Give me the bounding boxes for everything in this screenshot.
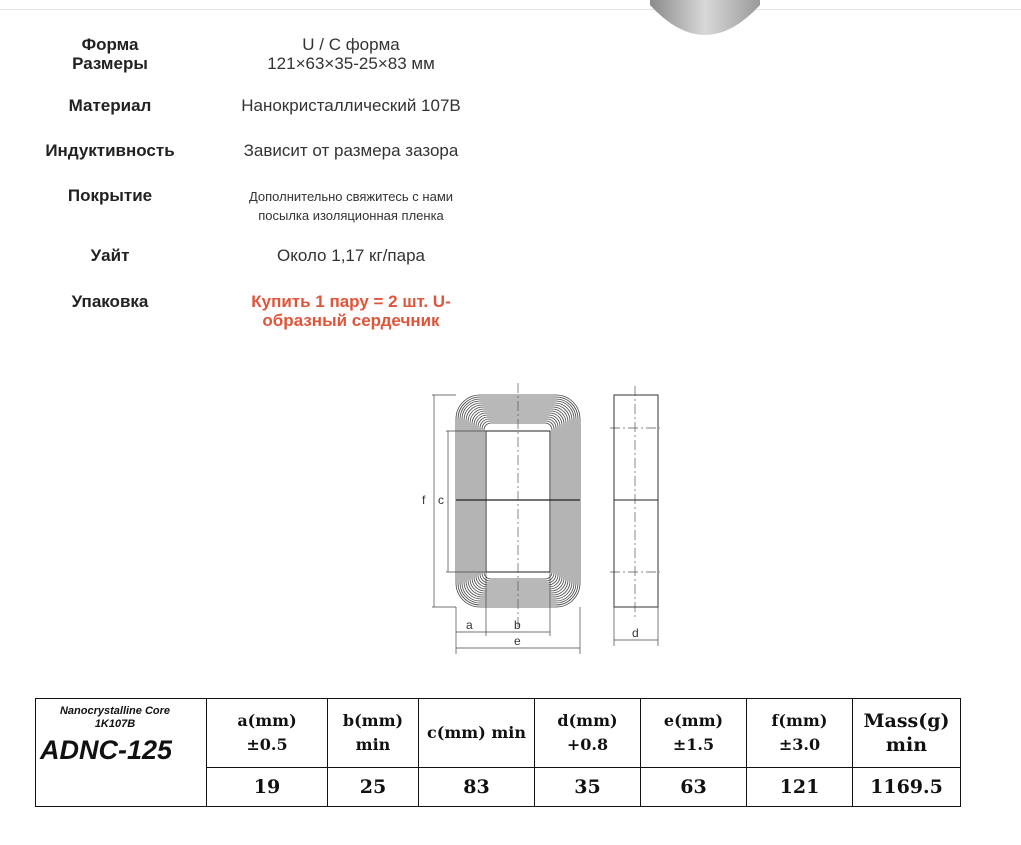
spec-label: Материал bbox=[68, 96, 152, 115]
model-subtitle bbox=[40, 705, 190, 731]
header-line: min bbox=[355, 735, 391, 754]
spec-label: Покрытие bbox=[67, 186, 153, 205]
header-line: c(mm) min bbox=[427, 723, 526, 742]
header-line: d(mm) bbox=[557, 711, 618, 730]
value-mass: 1169.5 bbox=[853, 768, 961, 807]
table-header-row bbox=[36, 699, 961, 768]
spec-label bbox=[20, 35, 200, 73]
value-e: 63 bbox=[641, 768, 747, 807]
spec-value: Около 1,17 кг/пара bbox=[277, 246, 425, 265]
header-c bbox=[419, 699, 535, 768]
spec-label: Упаковка bbox=[71, 292, 149, 311]
header-line: min bbox=[885, 734, 928, 756]
model-sub-line2: 1K107B bbox=[94, 718, 136, 730]
spec-row-material bbox=[20, 96, 540, 146]
spec-value bbox=[210, 292, 492, 330]
header-line: ±1.5 bbox=[672, 735, 715, 754]
value-packaging-line1: Купить 1 пару = 2 шт. U- bbox=[251, 292, 451, 311]
spec-label: Уайт bbox=[90, 246, 130, 265]
header-line: Mass(g) bbox=[863, 710, 950, 732]
spec-row-weight bbox=[20, 246, 540, 296]
value-f: 121 bbox=[747, 768, 853, 807]
value-d: 35 bbox=[535, 768, 641, 807]
product-photo-fragment bbox=[640, 0, 770, 40]
value-c: 83 bbox=[419, 768, 535, 807]
label-dimensions: Размеры bbox=[72, 54, 148, 73]
header-mass bbox=[853, 699, 961, 768]
label-d: d bbox=[632, 626, 639, 640]
header-e bbox=[641, 699, 747, 768]
header-line: e(mm) bbox=[663, 711, 724, 730]
core-dimension-drawing bbox=[410, 378, 670, 658]
spec-value: Нанокристаллический 107В bbox=[241, 96, 461, 115]
header-line: a(mm) bbox=[237, 711, 297, 730]
spec-value: Зависит от размера зазора bbox=[243, 141, 459, 160]
value-b: 25 bbox=[328, 768, 419, 807]
label-c: c bbox=[438, 493, 444, 507]
spec-row-inductance bbox=[20, 141, 540, 191]
value-coating-line1: Дополнительно свяжитесь с нами bbox=[248, 189, 454, 204]
spec-value bbox=[210, 35, 492, 73]
value-a: 19 bbox=[207, 768, 328, 807]
model-cell bbox=[36, 699, 207, 807]
label-shape: Форма bbox=[81, 35, 139, 54]
label-e: e bbox=[514, 634, 521, 648]
header-line: +0.8 bbox=[566, 735, 609, 754]
header-line: ±0.5 bbox=[246, 735, 288, 754]
spec-row-shape bbox=[20, 35, 540, 85]
header-b bbox=[328, 699, 419, 768]
header-d bbox=[535, 699, 641, 768]
spec-label: Индуктивность bbox=[45, 141, 175, 160]
spec-row-packaging bbox=[20, 292, 540, 342]
spec-row-coating bbox=[20, 186, 540, 236]
dimensions-table bbox=[35, 698, 961, 807]
header-a bbox=[207, 699, 328, 768]
header-line: b(mm) bbox=[342, 711, 404, 730]
label-f: f bbox=[422, 493, 426, 507]
top-divider bbox=[0, 9, 1021, 10]
label-b: b bbox=[514, 618, 521, 632]
header-f bbox=[747, 699, 853, 768]
header-line: f(mm) bbox=[771, 711, 828, 730]
label-a: a bbox=[466, 618, 473, 632]
value-coating-line2: посылка изоляционная пленка bbox=[258, 208, 444, 223]
model-name: ADNC-125 bbox=[40, 735, 173, 765]
header-line: ±3.0 bbox=[778, 735, 821, 754]
value-packaging-line2: образный сердечник bbox=[262, 311, 440, 330]
value-dimensions: 121×63×35-25×83 мм bbox=[267, 54, 435, 73]
model-sub-line1: Nanocrystalline Core bbox=[59, 705, 171, 717]
value-shape: U / C форма bbox=[302, 35, 400, 54]
spec-value bbox=[210, 187, 492, 225]
